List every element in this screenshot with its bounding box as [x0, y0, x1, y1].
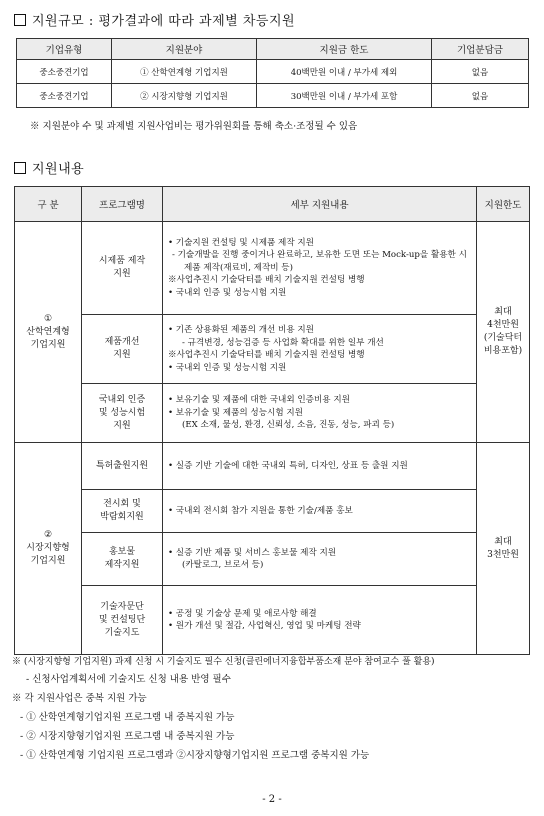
section1-title-text: 지원규모 : 평가결과에 따라 과제별 차등지원 — [32, 14, 296, 29]
col-limit: 지원한도 — [477, 187, 530, 222]
table-cell: ② 시장지향형 기업지원 — [112, 84, 257, 108]
support-content-table — [14, 186, 530, 655]
details-exhibition: • 국내외 전시회 참가 지원을 통한 기술/제품 홍보 — [163, 490, 477, 533]
section1-note: ※ 지원분야 수 및 과제별 지원사업비는 평가위원회를 통해 축소·조정될 수 있음 — [30, 121, 358, 132]
table-row — [17, 84, 529, 108]
program-consulting: 기술자문단 및 컨설팅단 기술지도 — [82, 586, 163, 655]
table-cell: 없음 — [432, 60, 529, 84]
program-promotion: 홍보물 제작지원 — [82, 533, 163, 586]
limit-group2: 최대 3천만원 — [477, 443, 530, 655]
footnote-market-oriented: ※ (시장지향형 기업지원) 과제 신청 시 기술지도 필수 신청(클린에너지융합부품소재 분야 참여교수 풀 활용) — [12, 657, 435, 667]
table-row — [17, 60, 529, 84]
section2-title — [14, 158, 84, 177]
details-patent: • 실증 기반 기술에 대한 국내외 특허, 디자인, 상표 등 출원 지원 — [163, 443, 477, 490]
table-row — [15, 586, 530, 655]
details-improvement: • 기존 상용화된 제품의 개선 비용 지원 - 규격변경, 성능검증 등 사업화 확대를 위한 일부 개선 ※사업추진시 기술닥터를 배치 기술지원 컨설팅 병행 • 국내외 인증 및 성능시험 지원 — [163, 315, 477, 384]
table-row — [15, 533, 530, 586]
page-number: - 2 - — [262, 794, 282, 805]
footnote-duplicate: ※ 각 지원사업은 중복 지원 가능 — [12, 693, 147, 704]
table-row — [15, 315, 530, 384]
program-certification: 국내외 인증 및 성능시험 지원 — [82, 384, 163, 443]
table-header-row — [17, 39, 529, 60]
footnote-dup-2: - ② 시장지향형기업지원 프로그램 내 중복지원 가능 — [20, 731, 235, 742]
details-promotion: • 실증 기반 제품 및 서비스 홍보물 제작 지원 (카탈로그, 브로셔 등) — [163, 533, 477, 586]
col-support-limit: 지원금 한도 — [257, 39, 432, 60]
col-company-share: 기업분담금 — [432, 39, 529, 60]
footnote-plan: - 신청사업계획서에 기술지도 신청 내용 반영 필수 — [26, 674, 231, 685]
program-patent: 특허출원지원 — [82, 443, 163, 490]
section1-title — [14, 10, 295, 29]
support-scale-table — [16, 38, 529, 108]
program-improvement: 제품개선 지원 — [82, 315, 163, 384]
checkbox-square-icon — [14, 162, 26, 174]
col-company-type: 기업유형 — [17, 39, 112, 60]
limit-group1: 최대 4천만원 (기술닥터 비용포함) — [477, 222, 530, 443]
table-cell: ① 산학연계형 기업지원 — [112, 60, 257, 84]
table-row — [15, 222, 530, 315]
details-certification: • 보유기술 및 제품에 대한 국내외 인증비용 지원 • 보유기술 및 제품의 성능시험 지원 (EX 소재, 물성, 환경, 신뢰성, 소음, 진동, 성능, 파괴 등) — [163, 384, 477, 443]
program-exhibition: 전시회 및 박람회지원 — [82, 490, 163, 533]
table-row — [15, 443, 530, 490]
table-row — [15, 490, 530, 533]
footnote-dup-1: - ① 산학연계형기업지원 프로그램 내 중복지원 가능 — [20, 712, 235, 723]
col-support-field: 지원분야 — [112, 39, 257, 60]
col-category: 구 분 — [15, 187, 82, 222]
col-program: 프로그램명 — [82, 187, 163, 222]
table-cell: 40백만원 이내 / 부가세 제외 — [257, 60, 432, 84]
details-prototype: • 기술지원 컨설팅 및 시제품 제작 지원 - 기술개발을 진행 중이거나 완료하고, 보유한 도면 또는 Mock-up을 활용한 시제품 제작(재료비, 제작비 등) ※사업추진시 기술닥터를 배치 기술지원 컨설팅 병행 • 국내외 인증 및 성능시험 지원 — [163, 222, 477, 315]
table-row — [15, 384, 530, 443]
footnote-dup-3: - ① 산학연계형 기업지원 프로그램과 ②시장지향형기업지원 프로그램 중복지원 가능 — [20, 750, 370, 761]
program-prototype: 시제품 제작 지원 — [82, 222, 163, 315]
table-header-row — [15, 187, 530, 222]
table-cell: 중소중견기업 — [17, 84, 112, 108]
checkbox-square-icon — [14, 14, 26, 26]
category-market-oriented: ② 시장지향형 기업지원 — [15, 443, 82, 655]
section2-title-text: 지원내용 — [32, 162, 85, 177]
table-cell: 30백만원 이내 / 부가세 포함 — [257, 84, 432, 108]
col-details: 세부 지원내용 — [163, 187, 477, 222]
details-consulting: • 공정 및 기술상 문제 및 애로사항 해결 • 원가 개선 및 절감, 사업혁신, 영업 및 마케팅 전략 — [163, 586, 477, 655]
table-cell: 중소중견기업 — [17, 60, 112, 84]
table-cell: 없음 — [432, 84, 529, 108]
category-industry-academia: ① 산학연계형 기업지원 — [15, 222, 82, 443]
